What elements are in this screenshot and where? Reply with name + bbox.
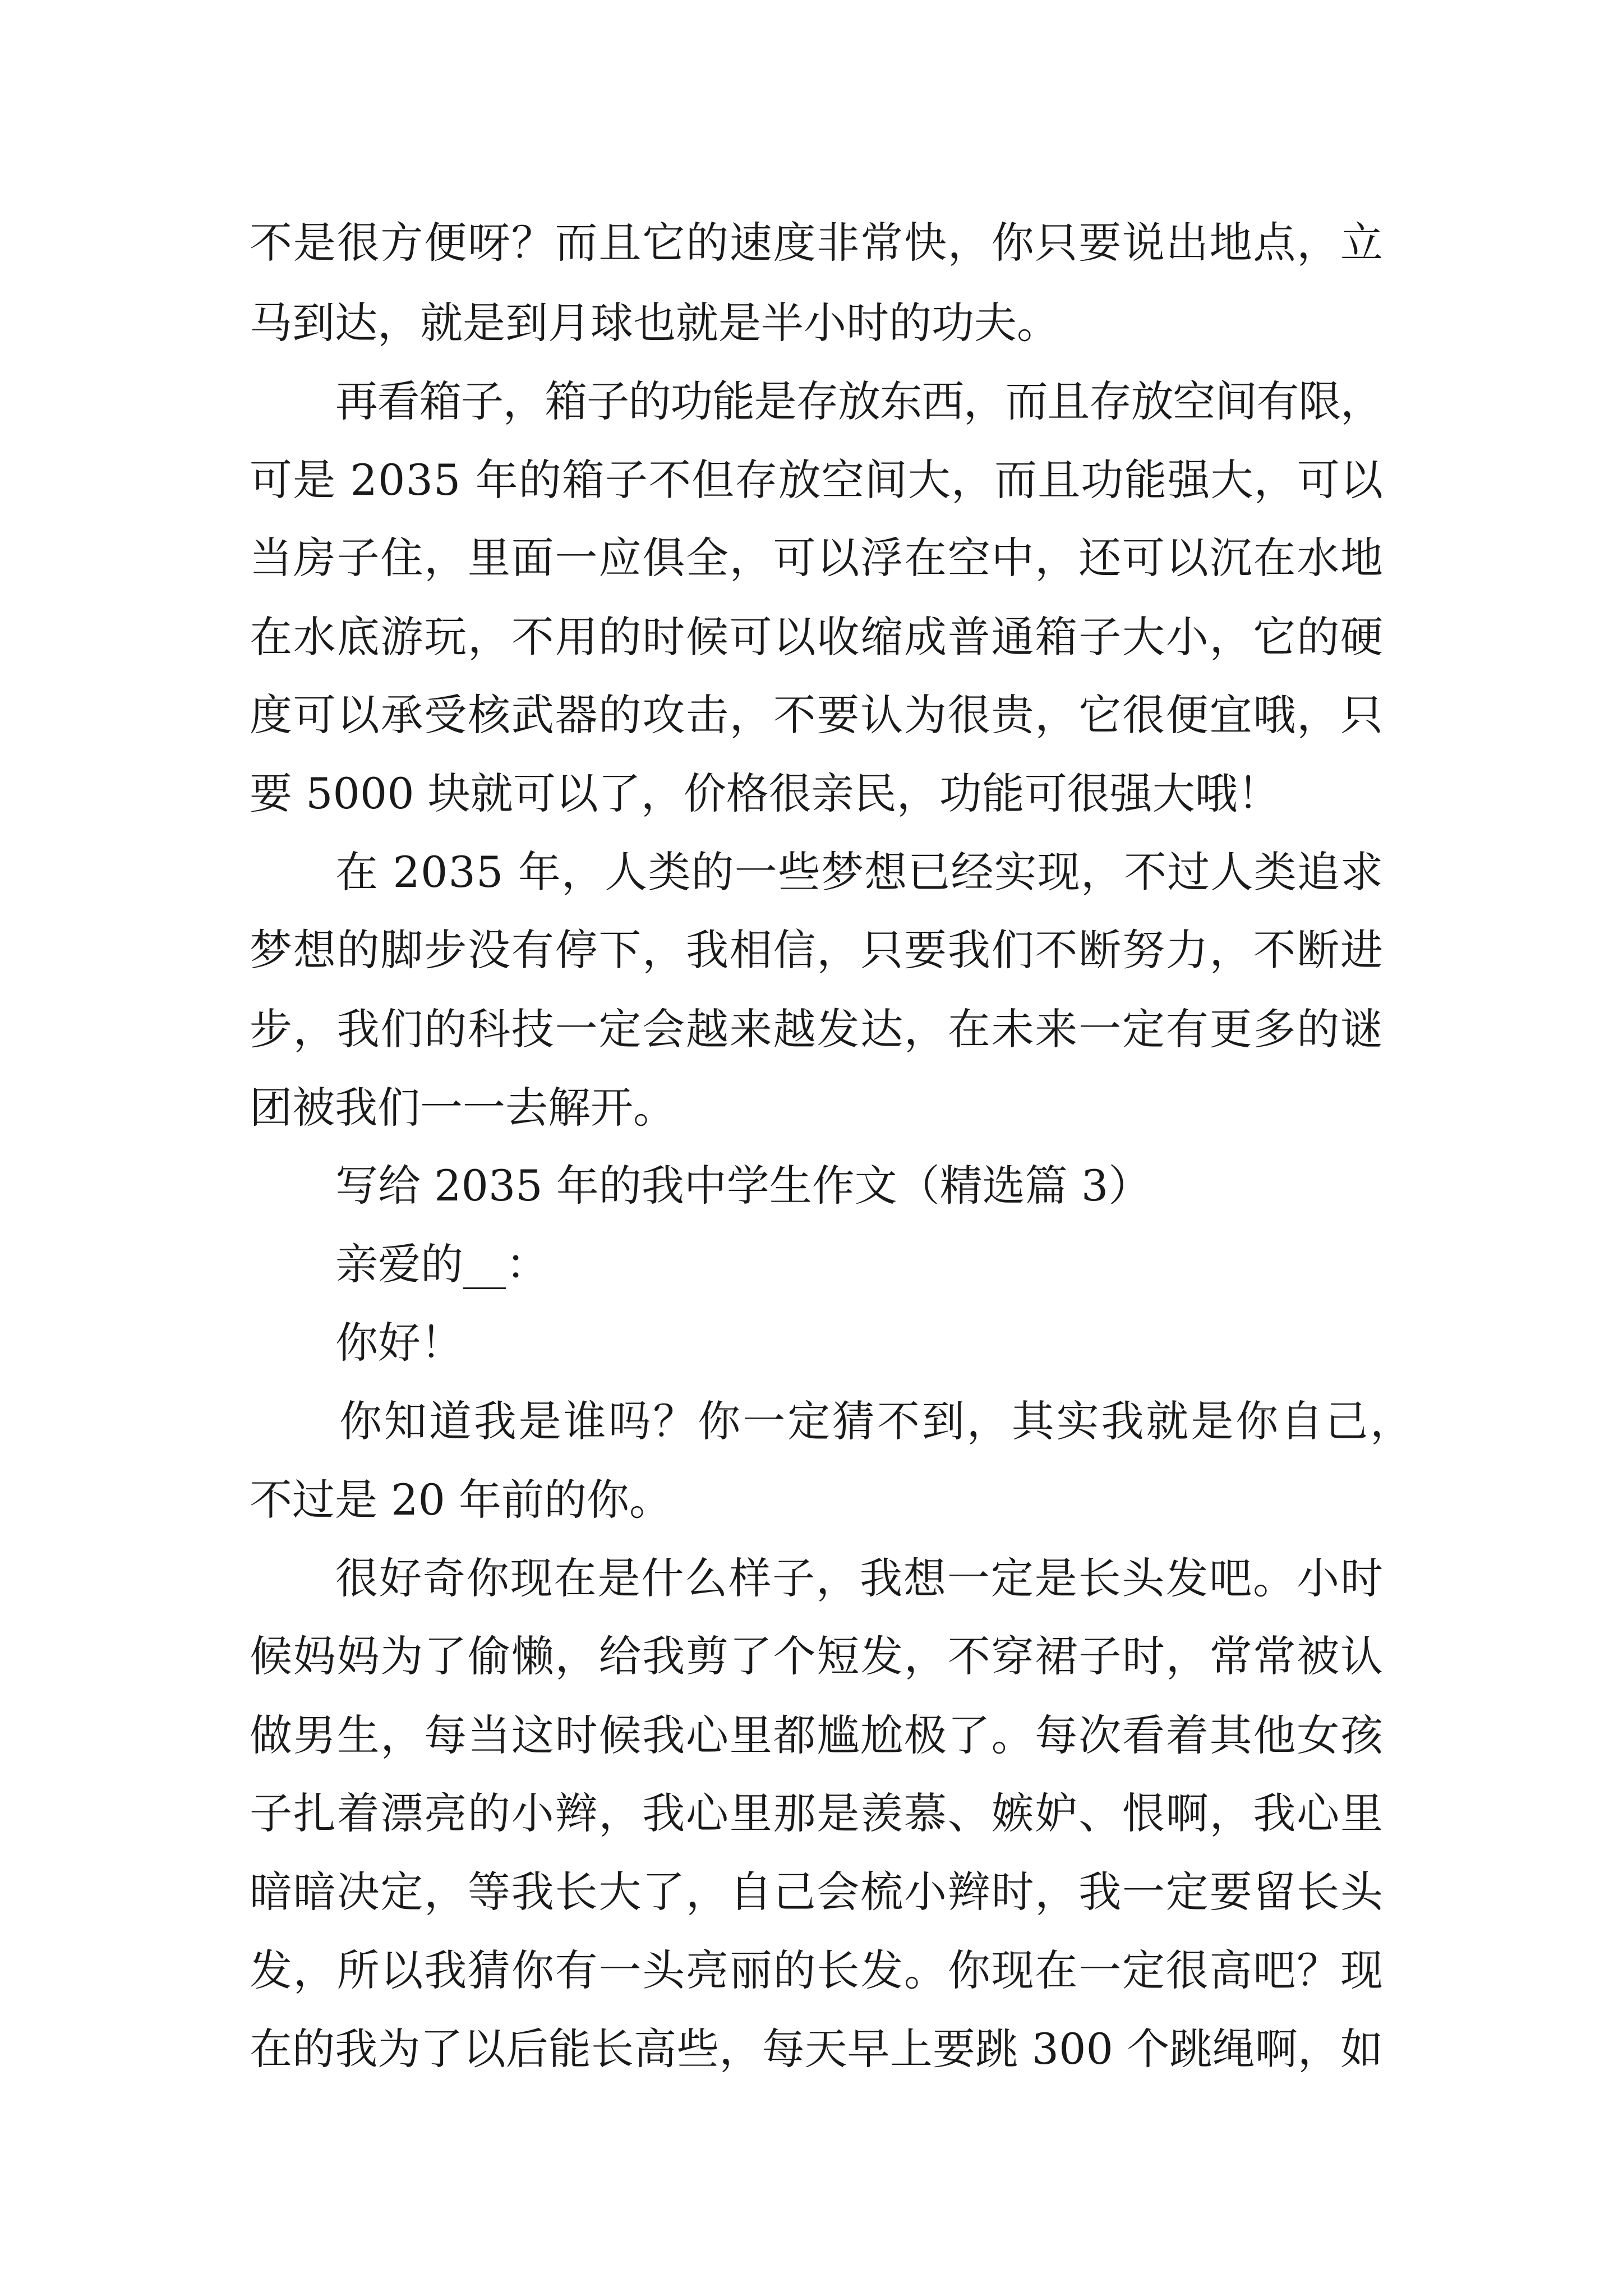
text-line: 在的我为了以后能长高些，每天早上要跳 300 个跳绳啊，如 — [250, 2024, 1384, 2074]
text-line: 当房子住，里面一应俱全，可以浮在空中，还可以沉在水地 — [250, 533, 1384, 583]
text-line: 团被我们一一去解开。 — [250, 1083, 676, 1133]
text-line: 再看箱子，箱子的功能是存放东西，而且存放空间有限， — [335, 376, 1382, 426]
text-line: 度可以承受核武器的攻击，不要认为很贵，它很便宜哦，只 — [250, 690, 1384, 740]
text-line: 不是很方便呀？而且它的速度非常快，你只要说出地点，立 — [250, 218, 1384, 268]
text-line: 暗暗决定，等我长大了，自己会梳小辫时，我一定要留长头 — [250, 1867, 1384, 1917]
text-line: 子扎着漂亮的小辫，我心里那是羡慕、嫉妒、恨啊，我心里 — [250, 1788, 1384, 1838]
text-line: 不过是 20 年前的你。 — [250, 1475, 672, 1525]
letter-greeting: 你好！ — [335, 1318, 463, 1368]
text-line: 在水底游玩，不用的时候可以收缩成普通箱子大小，它的硬 — [250, 612, 1384, 662]
text-line: 你知道我是谁吗？你一定猜不到，其实我就是你自己， — [339, 1396, 1415, 1446]
letter-salutation: 亲爱的__： — [335, 1239, 548, 1289]
text-line: 候妈妈为了偷懒，给我剪了个短发，不穿裙子时，常常被认 — [250, 1631, 1384, 1681]
text-line: 要 5000 块就可以了，价格很亲民，功能可很强大哦！ — [250, 769, 1280, 818]
text-line: 很好奇你现在是什么样子，我想一定是长头发吧。小时 — [335, 1553, 1384, 1603]
text-line: 发，所以我猜你有一头亮丽的长发。你现在一定很高吧？现 — [250, 1945, 1384, 1995]
section-heading: 写给 2035 年的我中学生作文（精选篇 3） — [335, 1161, 1151, 1211]
text-line: 在 2035 年，人类的一些梦想已经实现，不过人类追求 — [335, 847, 1384, 897]
text-line: 可是 2035 年的箱子不但存放空间大，而且功能强大，可以 — [250, 455, 1384, 505]
text-line: 梦想的脚步没有停下，我相信，只要我们不断努力，不断进 — [250, 925, 1384, 975]
text-line: 步，我们的科技一定会越来越发达，在未来一定有更多的谜 — [250, 1004, 1384, 1054]
text-line: 做男生，每当这时候我心里都尴尬极了。每次看着其他女孩 — [250, 1710, 1384, 1760]
text-line: 马到达，就是到月球也就是半小时的功夫。 — [250, 298, 1059, 348]
